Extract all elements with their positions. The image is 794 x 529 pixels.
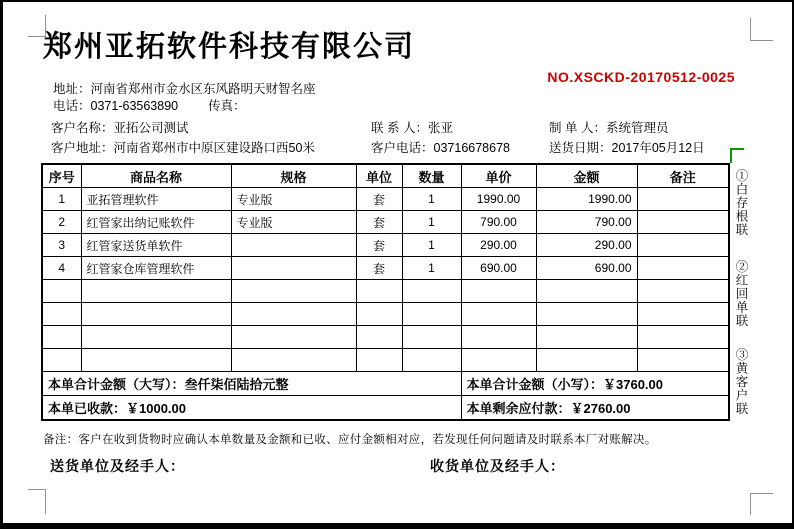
table-row-empty	[42, 326, 729, 349]
fax-label: 传真：	[208, 99, 246, 113]
table-row	[42, 257, 729, 280]
contact-label: 联 系 人：	[371, 121, 428, 135]
cell-empty	[536, 326, 637, 349]
cell-price: 690.00	[461, 257, 536, 280]
cell-empty	[402, 303, 461, 326]
items-table-wrap	[41, 163, 730, 421]
cell-empty	[536, 303, 637, 326]
cell-remark	[637, 188, 729, 211]
cell-empty	[637, 280, 729, 303]
cell-seq: 1	[42, 188, 81, 211]
cell-empty	[42, 349, 81, 372]
cell-qty: 1	[402, 234, 461, 257]
crop-mark-top-right	[750, 18, 773, 41]
deliver-signature-label: 送货单位及经手人：	[50, 458, 185, 474]
cell-amount: 290.00	[536, 234, 637, 257]
cell-empty	[42, 280, 81, 303]
table-row-empty	[42, 349, 729, 372]
cell-empty	[637, 326, 729, 349]
phone-label: 电话：	[53, 99, 91, 113]
cell-empty	[402, 280, 461, 303]
receive-signature-label: 收货单位及经手人：	[430, 458, 565, 474]
cell-empty	[356, 280, 402, 303]
company-title: 郑州亚拓软件科技有限公司	[43, 31, 416, 63]
cell-product: 红管家送货单软件	[81, 234, 231, 257]
cell-product: 红管家出纳记账软件	[81, 211, 231, 234]
cell-amount: 1990.00	[536, 188, 637, 211]
customer-phone-value: 03716678678	[433, 141, 510, 155]
cell-price: 1990.00	[461, 188, 536, 211]
crop-mark-bottom-left	[28, 489, 46, 514]
customer-address-field	[51, 138, 315, 156]
customer-name-field	[51, 118, 189, 136]
cell-remark	[637, 257, 729, 280]
cell-empty	[81, 280, 231, 303]
cell-empty	[637, 303, 729, 326]
cell-unit: 套	[356, 188, 402, 211]
cell-product: 红管家仓库管理软件	[81, 257, 231, 280]
cell-empty	[42, 303, 81, 326]
customer-phone-label: 客户电话：	[371, 141, 434, 155]
cell-amount: 790.00	[536, 211, 637, 234]
totals-row-2	[42, 396, 729, 421]
cell-empty	[536, 280, 637, 303]
col-header-unit: 单位	[356, 164, 402, 188]
cell-empty	[356, 303, 402, 326]
cell-empty	[461, 303, 536, 326]
copy-label-white-stub: ①白存根联	[734, 169, 748, 237]
cell-empty	[81, 303, 231, 326]
col-header-price: 单价	[461, 164, 536, 188]
cell-seq: 2	[42, 211, 81, 234]
cell-empty	[461, 349, 536, 372]
table-row	[42, 234, 729, 257]
total-amount-words: 本单合计金额（大写）：叁仟柒佰陆拾元整	[42, 372, 461, 396]
cell-empty	[356, 326, 402, 349]
cell-empty	[231, 280, 356, 303]
cell-seq: 3	[42, 234, 81, 257]
phone-value: 0371-63563890	[90, 99, 179, 113]
cell-product: 亚拓管理软件	[81, 188, 231, 211]
total-balance: 本单剩余应付款：￥2760.00	[461, 396, 729, 421]
address-label: 地址：	[53, 82, 91, 96]
col-header-qty: 数量	[402, 164, 461, 188]
cell-remark	[637, 234, 729, 257]
cell-seq: 4	[42, 257, 81, 280]
customer-phone-field	[371, 138, 510, 156]
total-amount-figures: 本单合计金额（小写）：￥3760.00	[461, 372, 729, 396]
total-received: 本单已收款：￥1000.00	[42, 396, 461, 421]
company-phone-line	[53, 96, 246, 114]
cell-qty: 1	[402, 257, 461, 280]
maker-value: 系统管理员	[605, 121, 669, 135]
customer-name-label: 客户名称：	[51, 121, 114, 135]
cell-spec	[231, 257, 356, 280]
cell-amount: 690.00	[536, 257, 637, 280]
cell-empty	[461, 280, 536, 303]
cell-spec: 专业版	[231, 188, 356, 211]
cell-empty	[231, 303, 356, 326]
customer-address-value: 河南省郑州市中原区建设路口西50米	[113, 141, 315, 155]
col-header-product: 商品名称	[81, 164, 231, 188]
contact-value: 张亚	[427, 121, 453, 135]
cell-empty	[402, 326, 461, 349]
cell-price: 790.00	[461, 211, 536, 234]
cell-empty	[402, 349, 461, 372]
copy-label-red-receipt: ②红回单联	[734, 260, 748, 328]
table-row-empty	[42, 303, 729, 326]
table-row	[42, 211, 729, 234]
totals-row-1	[42, 372, 729, 396]
cell-unit: 套	[356, 211, 402, 234]
address-value: 河南省郑州市金水区东风路明天财智名座	[90, 82, 316, 96]
cell-spec	[231, 234, 356, 257]
cell-empty	[231, 349, 356, 372]
cell-empty	[356, 349, 402, 372]
customer-name-value: 亚拓公司测试	[113, 121, 189, 135]
cell-empty	[461, 326, 536, 349]
cell-unit: 套	[356, 234, 402, 257]
cell-empty	[536, 349, 637, 372]
cell-remark	[637, 211, 729, 234]
cell-empty	[231, 326, 356, 349]
table-row	[42, 188, 729, 211]
cell-spec: 专业版	[231, 211, 356, 234]
cell-empty	[81, 349, 231, 372]
items-table	[41, 163, 730, 421]
col-header-spec: 规格	[231, 164, 356, 188]
col-header-seq: 序号	[42, 164, 81, 188]
cell-qty: 1	[402, 188, 461, 211]
col-header-amount: 金额	[536, 164, 637, 188]
green-corner-mark	[730, 148, 744, 163]
table-header-row	[42, 164, 729, 188]
maker-field	[549, 118, 668, 136]
copy-label-yellow-customer: ③黄客户联	[734, 348, 748, 416]
delivery-date-value: 2017年05月12日	[611, 141, 705, 155]
cell-price: 290.00	[461, 234, 536, 257]
table-row-empty	[42, 280, 729, 303]
customer-address-label: 客户地址：	[51, 141, 114, 155]
cell-empty	[637, 349, 729, 372]
delivery-date-label: 送货日期：	[549, 141, 612, 155]
cell-unit: 套	[356, 257, 402, 280]
cell-qty: 1	[402, 211, 461, 234]
company-address-line	[53, 79, 316, 97]
col-header-remark: 备注	[637, 164, 729, 188]
cell-empty	[81, 326, 231, 349]
maker-label: 制 单 人：	[549, 121, 606, 135]
document-number: NO.XSCKD-20170512-0025	[547, 69, 735, 85]
contact-field	[371, 118, 453, 136]
remark-note: 备注：客户在收到货物时应确认本单数量及金额和已收、应付金额相对应，若发现任何问题请及时联系本厂对账解决。	[43, 434, 657, 446]
delivery-date-field	[549, 138, 705, 156]
cell-empty	[42, 326, 81, 349]
crop-mark-bottom-right	[750, 493, 773, 515]
